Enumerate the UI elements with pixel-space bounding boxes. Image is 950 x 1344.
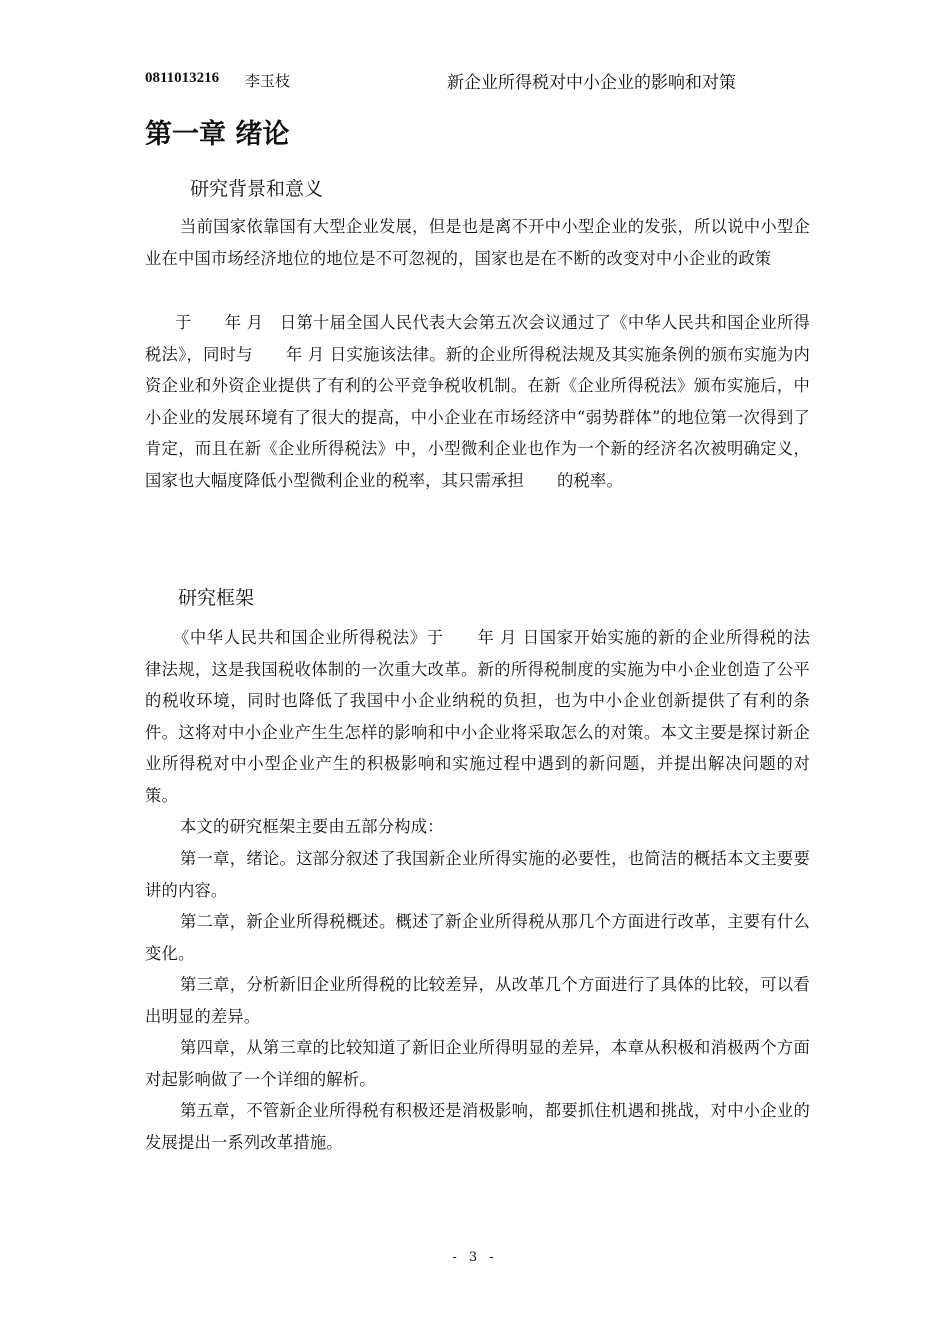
paragraph: 第四章，从第三章的比较知道了新旧企业所得明显的差异，本章从积极和消极两个方面对起影响做了一个详细的解析。 (145, 1038, 810, 1089)
paragraph: 本文的研究框架主要由五部分构成： (180, 817, 444, 836)
paragraph: 当前国家依靠国有大型企业发展，但是也是离不开中小型企业的发张，所以说中小型企业在中国市场经济地位的地位是不可忽视的，国家也是在不断的改变对中小企业的政策 (145, 217, 810, 268)
paragraph: 第三章，分析新旧企业所得税的比较差异，从改革几个方面进行了具体的比较，可以看出明显的差异。 (145, 975, 810, 1026)
paragraph: 第五章，不管新企业所得税有积极还是消极影响，都要抓住机遇和挑战，对中小企业的发展提出一系列改革措施。 (145, 1101, 810, 1152)
running-title: 新企业所得税对中小企业的影响和对策 (447, 73, 736, 93)
paragraph: 于 年 月 日第十届全国人民代表大会第五次会议通过了《中华人民共和国企业所得税法》，同时与 年 月 日实施该法律。新的企业所得税法规及其实施条例的颁布实施为内资企业和外资企业提供了有利的公平竞争税收机制。在新《企业所得税法》颁布实施后，中小企业的发展环境有了很大的提高，中小企业在市场经济中“弱势群体”的地位第一次得到了肯定，而且在新《企业所得税法》中，小型微利企业也作为一个新的经济名次被明确定义，国家也大幅度降低小型微利企业的税率，其只需承担 的税率。 (145, 313, 810, 490)
author-name: 李玉枝 (245, 72, 291, 90)
student-id: 0811013216 (145, 70, 220, 86)
section-title-framework: 研究框架 (178, 587, 255, 609)
paragraph: 第二章，新企业所得税概述。概述了新企业所得税从那几个方面进行改革，主要有什么变化。 (145, 912, 810, 963)
paragraph: 《中华人民共和国企业所得税法》于 年 月 日国家开始实施的新的企业所得税的法律法规，这是我国税收体制的一次重大改革。新的所得税制度的实施为中小企业创造了公平的税收环境，同时也降低了我国中小企业纳税的负担，也为中小企业创新提供了有利的条件。这将对中小企业产生生怎样的影响和中小企业将采取怎么的对策。本文主要是探讨新企业所得税对中小型企业产生的积极影响和实施过程中遇到的新问题，并提出解决问题的对策。 (145, 628, 810, 805)
section-title-background: 研究背景和意义 (190, 178, 324, 200)
page-number: - 3 - (452, 1250, 498, 1265)
paragraph: 第一章，绪论。这部分叙述了我国新企业所得实施的必要性，也简洁的概括本文主要要讲的内容。 (145, 849, 810, 900)
page-header (145, 68, 805, 94)
chapter-title: 第一章 绪论 (145, 119, 290, 150)
